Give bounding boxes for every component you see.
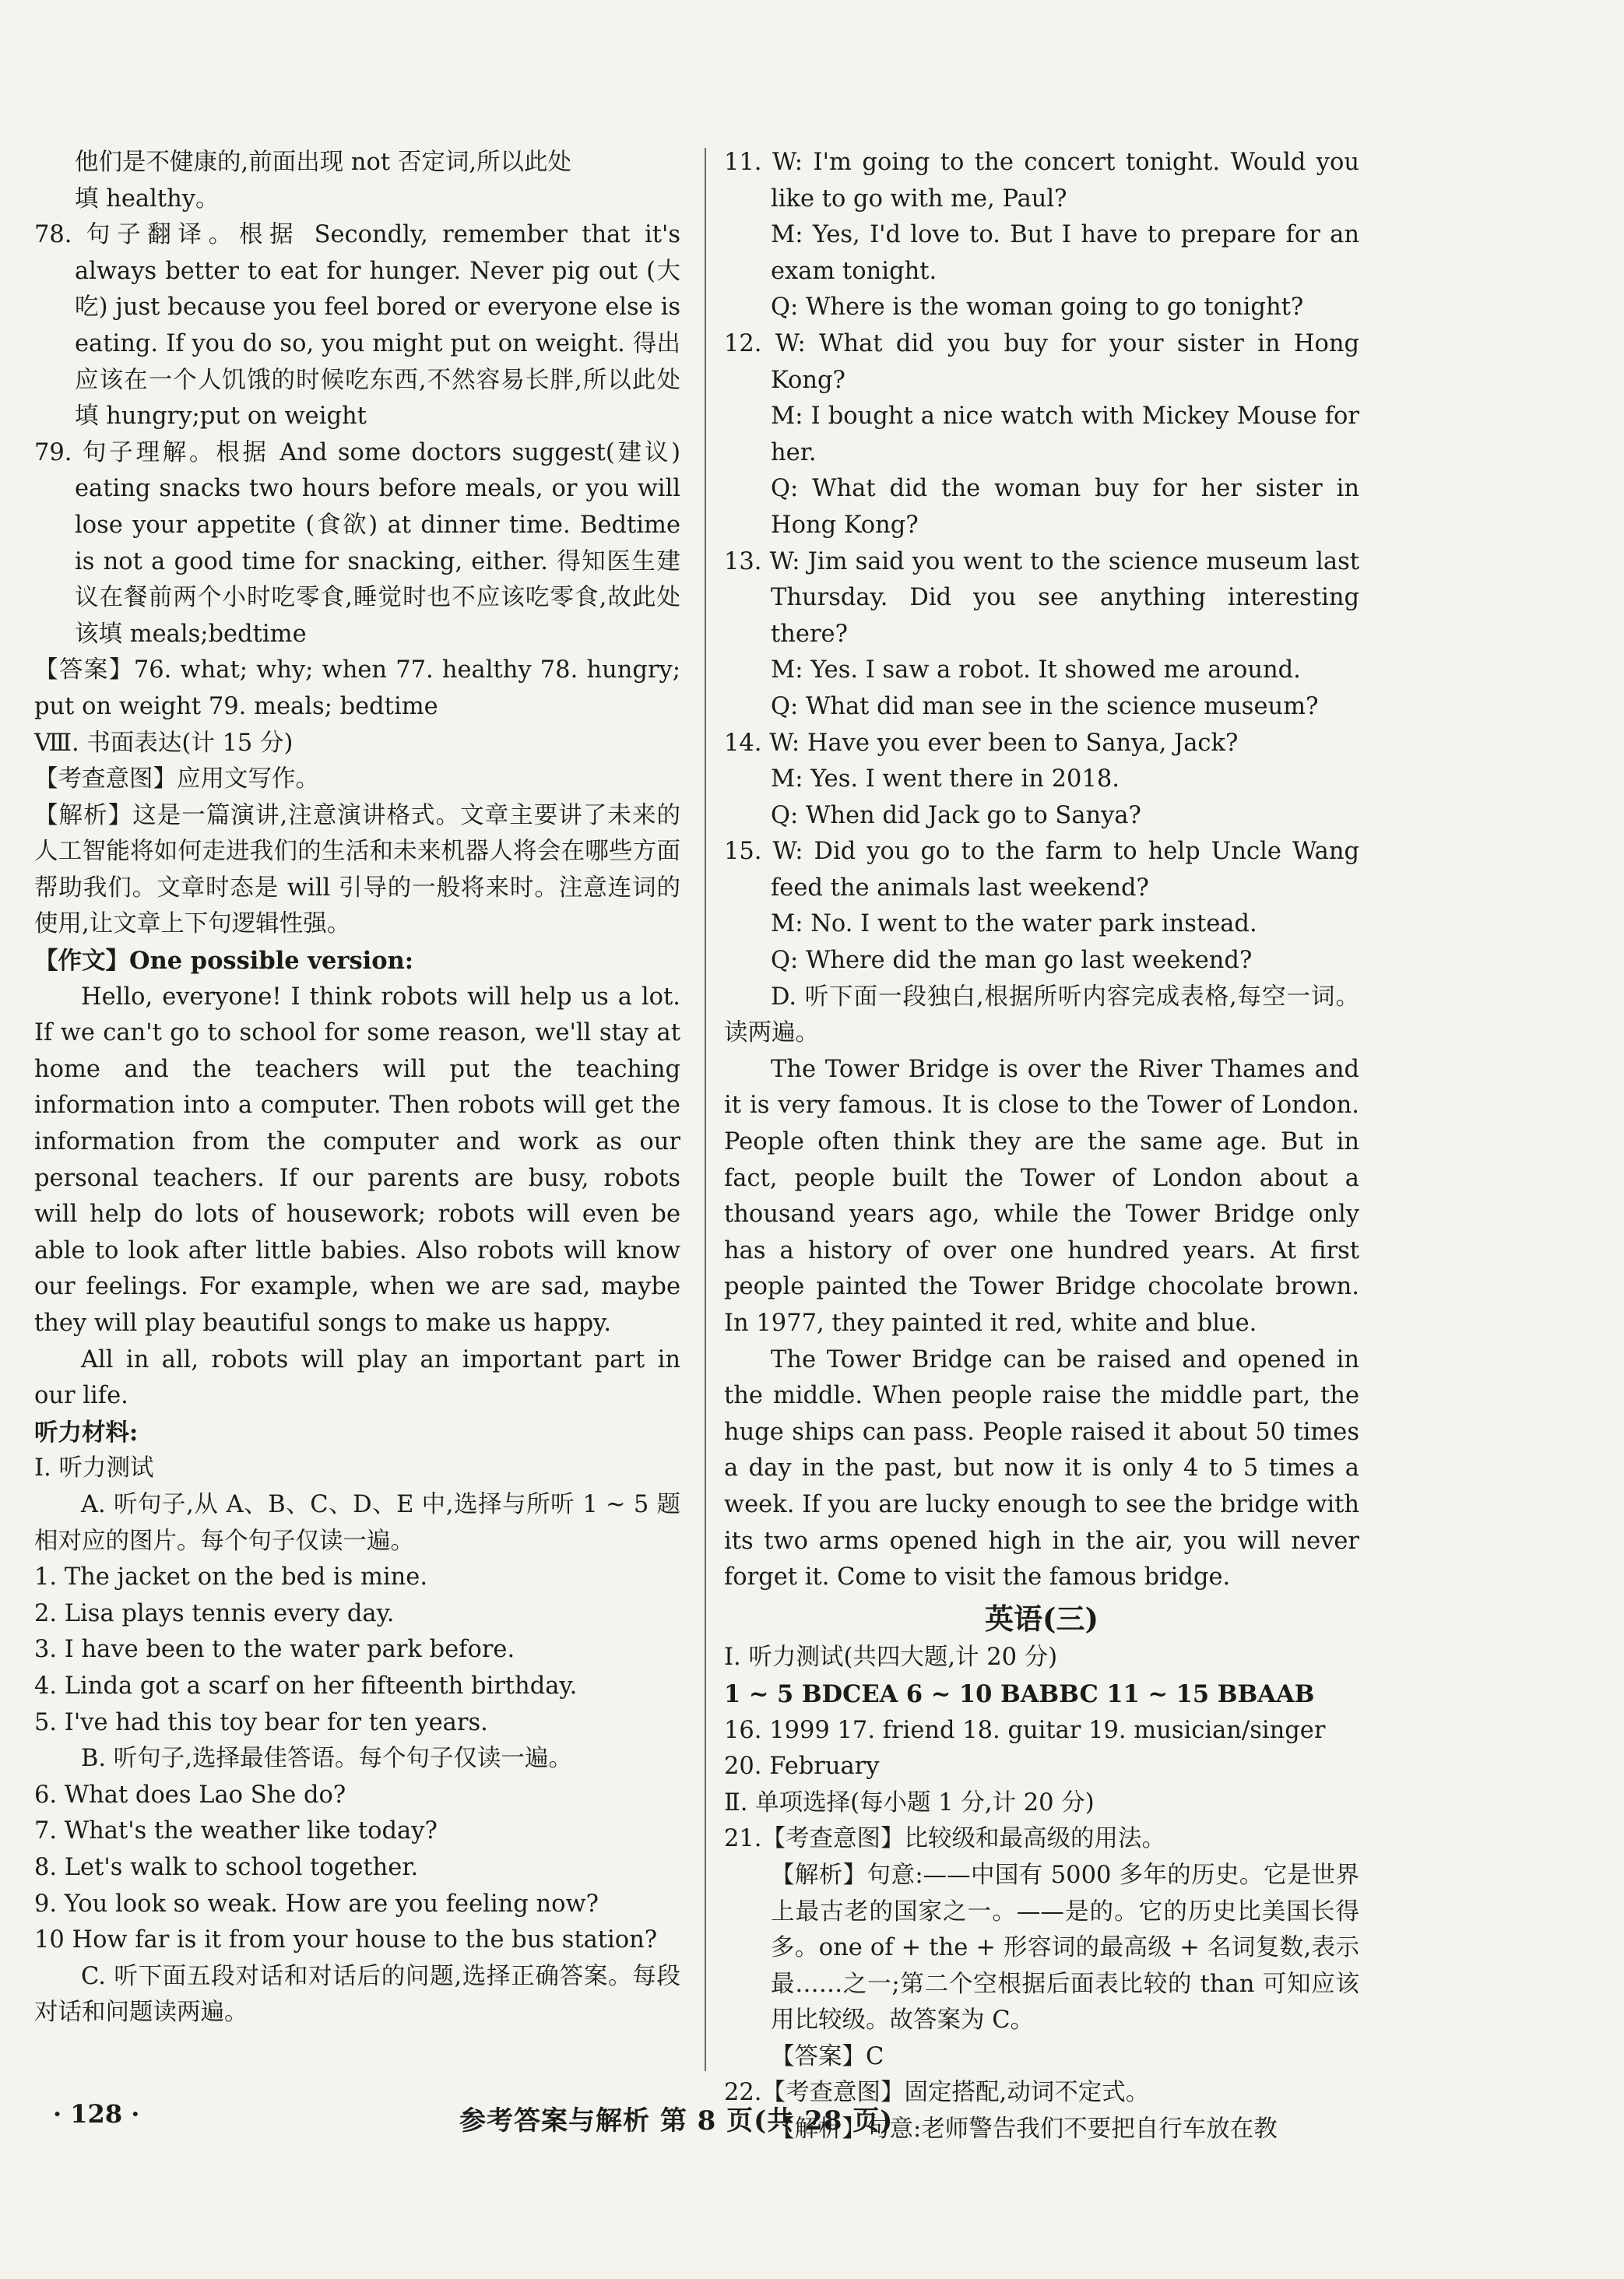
text-line: 填 healthy。 xyxy=(75,185,220,213)
question-item: 22.【考查意图】固定搭配,动词不定式。 xyxy=(724,2079,1150,2107)
left-column xyxy=(34,145,680,2031)
text-line: 7. What's the weather like today? xyxy=(34,1817,438,1845)
footer-title: 参考答案与解析 第 8 页(共 28 页) xyxy=(459,2105,894,2137)
text-line: 4. Linda got a scarf on her fifteenth birthday. xyxy=(34,1672,578,1700)
question-item: 13. W: Jim said you went to the science museum last Thursday. Did you see anything interesting there? xyxy=(724,547,1359,648)
dialogue-line: Q: When did Jack go to Sanya? xyxy=(771,801,1141,829)
dialogue-line: 【解析】句意:——中国有 5000 多年的历史。它是世界上最古老的国家之一。——是的。它的历史比美国长得多。one of + the + 形容词的最高级 + 名词复数,表示最……之一;第二个空根据后面表比较的 than 可知应该用比较级。故答案为 C。 xyxy=(771,1861,1359,2035)
question-item: 21.【考查意图】比较级和最高级的用法。 xyxy=(724,1825,1166,1853)
bold-line: 【作文】One possible version: xyxy=(34,947,414,976)
paragraph: Hello, everyone! I think robots will help us a lot. If we can't go to school for some reason, we'll stay at home and the teachers will put the teaching information into a computer. Then robots will get the information from the computer and work as our personal teachers. If our parents are busy, robots will help do lots of housework; robots will even be able to look after little babies. Also robots will know our feelings. For example, when we are sad, maybe they will play beautiful songs to make us happy. xyxy=(34,983,680,1337)
page-number: · 128 · xyxy=(53,2099,140,2129)
text-line: 6. What does Lao She do? xyxy=(34,1781,346,1809)
right-column xyxy=(724,145,1359,2148)
question-item: 15. W: Did you go to the farm to help Uncle Wang feed the animals last weekend? xyxy=(724,838,1359,902)
question-item: 11. W: I'm going to the concert tonight. Would you like to go with me, Paul? xyxy=(724,149,1359,213)
paragraph: A. 听句子,从 A、B、C、D、E 中,选择与所听 1 ~ 5 题相对应的图片。每个句子仅读一遍。 xyxy=(34,1490,680,1555)
paragraph: B. 听句子,选择最佳答语。每个句子仅读一遍。 xyxy=(81,1745,572,1773)
column-divider xyxy=(705,148,706,2071)
text-line: 2. Lisa plays tennis every day. xyxy=(34,1599,395,1627)
text-line: 【考查意图】应用文写作。 xyxy=(34,765,319,793)
text-line: 1. The jacket on the bed is mine. xyxy=(34,1563,428,1591)
dialogue-line: M: Yes, I'd love to. But I have to prepare for an exam tonight. xyxy=(771,221,1359,285)
answer-item: 79. 句子理解。根据 And some doctors suggest(建议) eating snacks two hours before meals, or you will lose your appetite (食欲) at dinner time. Bedtime is not a good time for snacking, either. 得知医生建议在餐前两个小时吃零食,睡觉时也不应该吃零食,故此处该填 meals;bedtime xyxy=(34,438,680,648)
bold-line: 听力材料: xyxy=(34,1418,139,1447)
dialogue-line: M: Yes. I went there in 2018. xyxy=(771,765,1120,793)
text-line: Ⅰ. 听力测试 xyxy=(34,1454,154,1482)
text-line: 9. You look so weak. How are you feeling now? xyxy=(34,1890,599,1918)
question-item: 14. W: Have you ever been to Sanya, Jack? xyxy=(724,729,1239,757)
text-line: Ⅱ. 单项选择(每小题 1 分,计 20 分) xyxy=(724,1788,1095,1817)
paragraph: The Tower Bridge can be raised and opened in the middle. When people raise the middle part, the huge ships can pass. People raised it about 50 times a day in the past, but now it is only 4 to 5 times a week. If you are lucky enough to see the bridge with its two arms opened high in the air, you will never forget it. Come to visit the famous bridge. xyxy=(724,1345,1359,1591)
answer-item: 78. 句子翻译。根据 Secondly, remember that it's always better to eat for hunger. Never pig out (大吃) just because you feel bored or everyone else is eating. If you do so, you might put on weight. 得出应该在一个人饥饿的时候吃东西,不然容易长胖,所以此处填 hungry;put on weight xyxy=(34,221,680,431)
dialogue-line: 【答案】C xyxy=(771,2042,884,2070)
text-line: 16. 1999 17. friend 18. guitar 19. musician/singer xyxy=(724,1716,1326,1744)
text-line: 10 How far is it from your house to the bus station? xyxy=(34,1926,658,1954)
question-item: 12. W: What did you buy for your sister in Hong Kong? xyxy=(724,329,1359,394)
text-line: 【答案】76. what; why; when 77. healthy 78. hungry; put on weight 79. meals; bedtime xyxy=(34,656,680,720)
dialogue-line: M: I bought a nice watch with Mickey Mouse for her. xyxy=(771,403,1359,466)
dialogue-line: 【解析】句意:老师警告我们不要把自行车放在教 xyxy=(771,2115,1278,2144)
text-line: 他们是不健康的,前面出现 not 否定词,所以此处 xyxy=(75,149,572,176)
dialogue-line: Q: Where did the man go last weekend? xyxy=(771,947,1253,975)
paragraph: The Tower Bridge is over the River Thames and it is very famous. It is close to the Tower of London. People often think they are the same age. But in fact, people built the Tower of London about a thousand years ago, while the Tower Bridge only has a history of over one hundred years. At first people painted the Tower Bridge chocolate brown. In 1977, they painted it red, white and blue. xyxy=(724,1055,1359,1337)
text-line: 20. February xyxy=(724,1753,880,1781)
dialogue-line: Q: What did man see in the science museum? xyxy=(771,692,1319,720)
text-line: 【解析】这是一篇演讲,注意演讲格式。文章主要讲了未来的人工智能将如何走进我们的生活和未来机器人将会在哪些方面帮助我们。文章时态是 will 引导的一般将来时。注意连词的使用,让文章上下句逻辑性强。 xyxy=(34,801,680,938)
section-heading: 英语(三) xyxy=(984,1601,1098,1636)
paragraph: C. 听下面五段对话和对话后的问题,选择正确答案。每段对话和问题读两遍。 xyxy=(34,1962,680,2027)
text-line: 5. I've had this toy bear for ten years. xyxy=(34,1708,488,1736)
dialogue-line: Q: Where is the woman going to go tonight? xyxy=(771,294,1304,322)
paragraph: D. 听下面一段独白,根据所听内容完成表格,每空一词。读两遍。 xyxy=(724,983,1359,1047)
bold-line: 1 ~ 5 BDCEA 6 ~ 10 BABBC 11 ~ 15 BBAAB xyxy=(724,1679,1315,1708)
page-footer xyxy=(0,2099,1624,2146)
text-line: 8. Let's walk to school together. xyxy=(34,1853,419,1881)
dialogue-line: M: No. I went to the water park instead. xyxy=(771,910,1257,938)
paragraph: All in all, robots will play an important part in our life. xyxy=(34,1345,680,1410)
text-line: Ⅰ. 听力测试(共四大题,计 20 分) xyxy=(724,1644,1058,1672)
text-line: Ⅷ. 书面表达(计 15 分) xyxy=(34,729,294,757)
dialogue-line: Q: What did the woman buy for her sister in Hong Kong? xyxy=(771,475,1359,539)
dialogue-line: M: Yes. I saw a robot. It showed me around. xyxy=(771,656,1301,684)
text-line: 3. I have been to the water park before. xyxy=(34,1636,515,1664)
